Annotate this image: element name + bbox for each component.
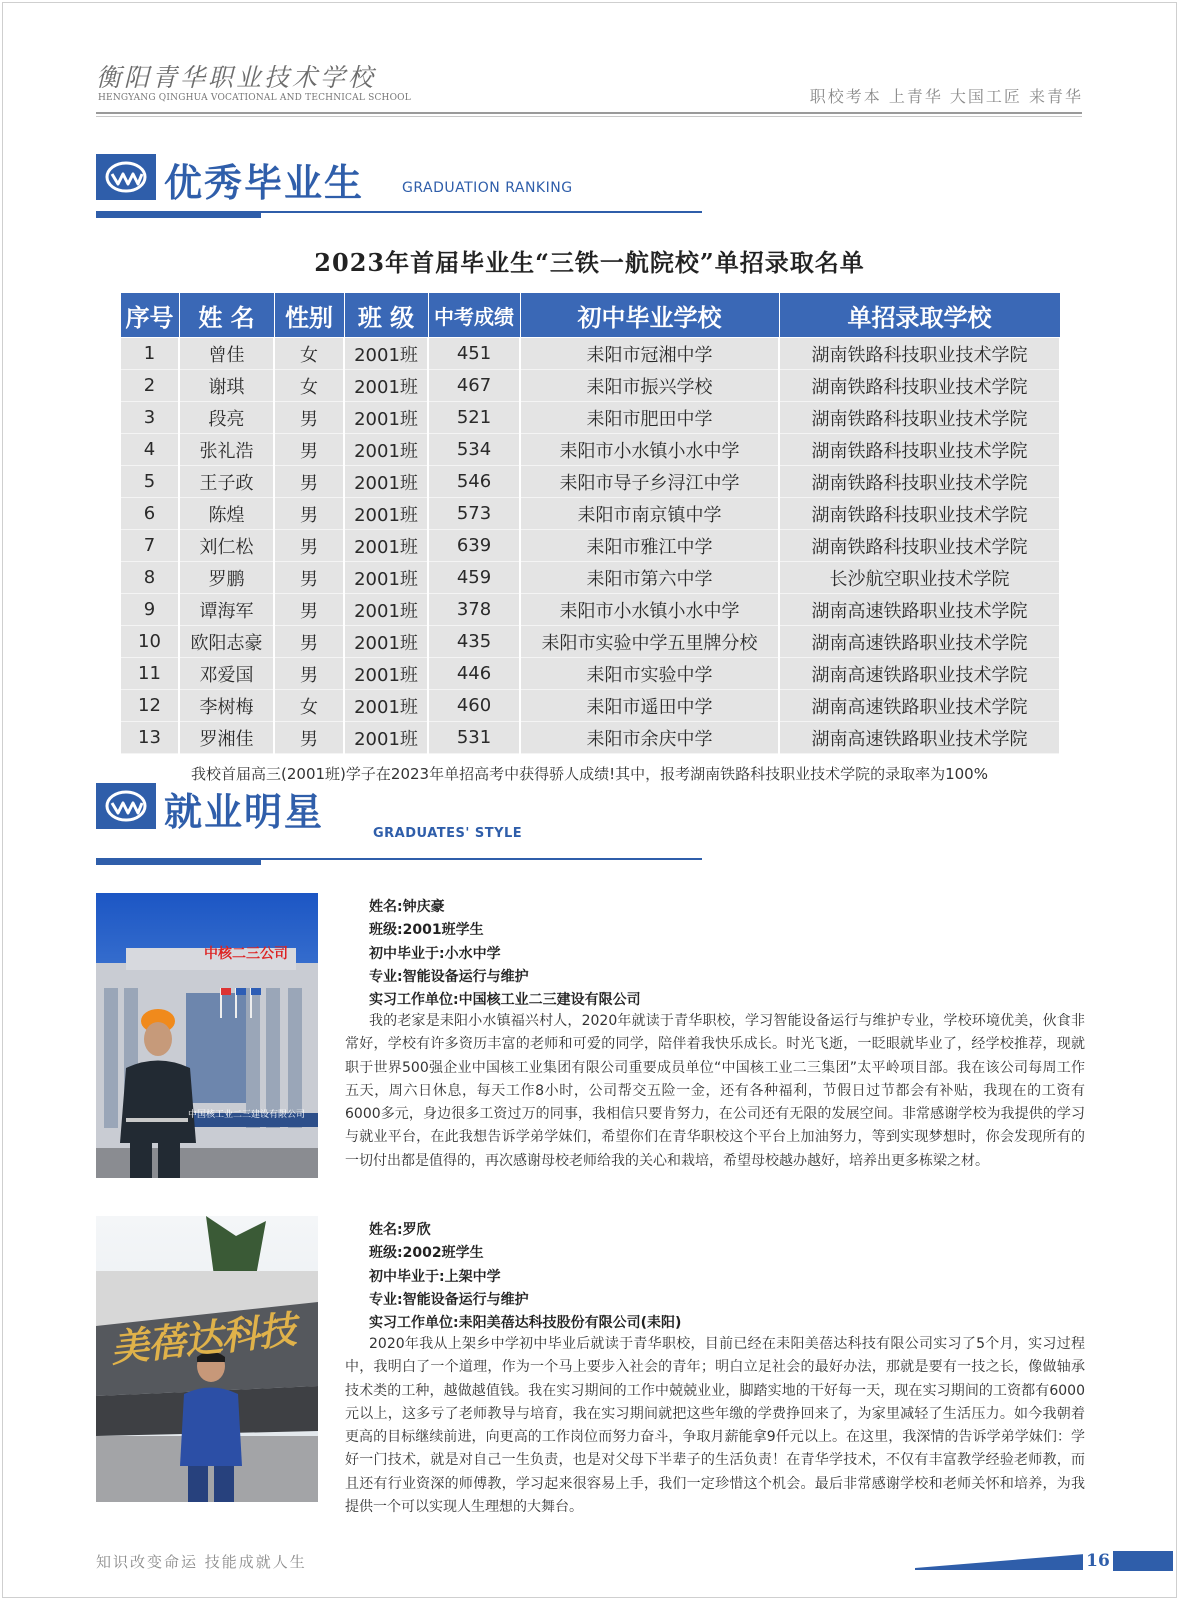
table-cell: 7 bbox=[120, 530, 179, 562]
table-cell: 谢琪 bbox=[179, 370, 274, 402]
table-cell: 长沙航空职业技术学院 bbox=[779, 562, 1060, 594]
table-cell: 男 bbox=[274, 562, 344, 594]
footer-motto: 知识改变命运 技能成就人生 bbox=[96, 1553, 307, 1571]
table-row bbox=[120, 562, 1060, 594]
table-cell: 湖南铁路科技职业技术学院 bbox=[779, 370, 1060, 402]
table-cell: 湖南高速铁路职业技术学院 bbox=[779, 594, 1060, 626]
table-row bbox=[120, 338, 1060, 370]
profile-1-major: 专业:智能设备运行与维护 bbox=[369, 969, 529, 985]
table-cell: 2001班 bbox=[344, 402, 428, 434]
school-logo-icon bbox=[96, 154, 156, 200]
table-cell: 9 bbox=[120, 594, 179, 626]
table-cell: 460 bbox=[428, 690, 520, 722]
table-cell: 521 bbox=[428, 402, 520, 434]
table-cell: 湖南高速铁路职业技术学院 bbox=[779, 626, 1060, 658]
table-cell: 湖南高速铁路职业技术学院 bbox=[779, 690, 1060, 722]
table-cell: 罗湘佳 bbox=[179, 722, 274, 754]
table-cell: 湖南铁路科技职业技术学院 bbox=[779, 498, 1060, 530]
table-cell: 欧阳志豪 bbox=[179, 626, 274, 658]
page-number: 16 bbox=[1083, 1551, 1113, 1571]
table-row bbox=[120, 370, 1060, 402]
table-cell: 耒阳市小水镇小水中学 bbox=[520, 434, 779, 466]
column-header: 单招录取学校 bbox=[779, 293, 1060, 338]
table-cell: 6 bbox=[120, 498, 179, 530]
table-cell: 435 bbox=[428, 626, 520, 658]
table-cell: 男 bbox=[274, 498, 344, 530]
table-cell: 11 bbox=[120, 658, 179, 690]
table-cell: 湖南高速铁路职业技术学院 bbox=[779, 658, 1060, 690]
table-cell: 2001班 bbox=[344, 658, 428, 690]
table-cell: 3 bbox=[120, 402, 179, 434]
table-cell: 男 bbox=[274, 466, 344, 498]
table-cell: 2001班 bbox=[344, 370, 428, 402]
table-cell: 湖南铁路科技职业技术学院 bbox=[779, 530, 1060, 562]
section-underline bbox=[96, 858, 702, 860]
profile-2-middle-school: 初中毕业于:上架中学 bbox=[369, 1269, 501, 1285]
table-cell: 2001班 bbox=[344, 626, 428, 658]
table-cell: 5 bbox=[120, 466, 179, 498]
column-header: 班 级 bbox=[344, 293, 428, 338]
table-title: 2023年首届毕业生“三铁一航院校”单招录取名单 bbox=[314, 248, 865, 277]
table-cell: 王子政 bbox=[179, 466, 274, 498]
table-row bbox=[120, 594, 1060, 626]
admission-table bbox=[119, 292, 1061, 754]
table-cell: 378 bbox=[428, 594, 520, 626]
section-subtitle-graduates: GRADUATION RANKING bbox=[402, 180, 573, 196]
table-cell: 2001班 bbox=[344, 722, 428, 754]
column-header: 中考成绩 bbox=[428, 293, 520, 338]
table-cell: 男 bbox=[274, 402, 344, 434]
table-cell: 2001班 bbox=[344, 690, 428, 722]
table-row bbox=[120, 530, 1060, 562]
section-title-graduates: 优秀毕业生 bbox=[164, 161, 365, 205]
profile-1-middle-school: 初中毕业于:小水中学 bbox=[369, 946, 501, 962]
table-cell: 女 bbox=[274, 338, 344, 370]
table-cell: 湖南高速铁路职业技术学院 bbox=[779, 722, 1060, 754]
table-row bbox=[120, 466, 1060, 498]
table-cell: 2001班 bbox=[344, 530, 428, 562]
table-row bbox=[120, 626, 1060, 658]
table-cell: 曾佳 bbox=[179, 338, 274, 370]
table-cell: 耒阳市小水镇小水中学 bbox=[520, 594, 779, 626]
table-cell: 湖南铁路科技职业技术学院 bbox=[779, 434, 1060, 466]
table-cell: 573 bbox=[428, 498, 520, 530]
photo-sign-text: 中核二三公司 bbox=[204, 946, 288, 962]
profile-2-story: 2020年我从上架乡中学初中毕业后就读于青华职校，目前已经在耒阳美蓓达科技有限公司实习了5个月，实习过程中，我明白了一个道理，作为一个马上要步入社会的青年；明白立足社会的最好办法，那就是要有一技之长，像做轴承技术类的工种，越做越值钱。我在实习期间的工作中兢兢业业，脚踏实地的干好每一天，现在实习期间的工资都有6000元以上，这多亏了老师教导与培育，我在实习期间就把这些年缴的学费挣回来了，为家里减轻了生活压力。如今我朝着更高的目标继续前进，向更高的工作岗位而努力奋斗，争取月薪能拿9仟元以上。在这里，我深情的告诉学弟学妹们：学好一门技术，就是对自己一生负责，也是对父母下半辈子的生活负责！在青华学技术，不仅有丰富教学经验老师教，而且还有行业资深的师傅教，学习起来很容易上手，我们一定珍惜这个机会。最后非常感谢学校和老师关怀和培养，为我提供一个可以实现人生理想的大舞台。 bbox=[345, 1336, 1085, 1516]
table-cell: 男 bbox=[274, 530, 344, 562]
profile-1-employer: 实习工作单位:中国核工业二三建设有限公司 bbox=[369, 992, 641, 1008]
column-header: 初中毕业学校 bbox=[520, 293, 779, 338]
table-cell: 耒阳市遥田中学 bbox=[520, 690, 779, 722]
table-cell: 639 bbox=[428, 530, 520, 562]
section-title-stars: 就业明星 bbox=[164, 790, 325, 834]
table-row bbox=[120, 402, 1060, 434]
table-cell: 男 bbox=[274, 594, 344, 626]
footer-stripe bbox=[915, 1550, 1085, 1570]
table-cell: 段亮 bbox=[179, 402, 274, 434]
table-cell: 耒阳市肥田中学 bbox=[520, 402, 779, 434]
table-cell: 12 bbox=[120, 690, 179, 722]
table-cell: 10 bbox=[120, 626, 179, 658]
table-cell: 罗鹏 bbox=[179, 562, 274, 594]
table-cell: 男 bbox=[274, 626, 344, 658]
table-cell: 男 bbox=[274, 434, 344, 466]
table-cell: 2001班 bbox=[344, 562, 428, 594]
table-cell: 女 bbox=[274, 690, 344, 722]
section-subtitle-stars: GRADUATES' STYLE bbox=[373, 826, 523, 841]
table-cell: 湖南铁路科技职业技术学院 bbox=[779, 402, 1060, 434]
table-cell: 湖南铁路科技职业技术学院 bbox=[779, 338, 1060, 370]
header-divider-thin bbox=[96, 116, 1082, 117]
school-logo-icon bbox=[96, 783, 156, 829]
table-cell: 2001班 bbox=[344, 434, 428, 466]
table-cell: 534 bbox=[428, 434, 520, 466]
table-cell: 2001班 bbox=[344, 338, 428, 370]
table-cell: 耒阳市雅江中学 bbox=[520, 530, 779, 562]
table-cell: 546 bbox=[428, 466, 520, 498]
profile-1-story: 我的老家是耒阳小水镇福兴村人，2020年就读于青华职校，学习智能设备运行与维护专业，学校环境优美，伙食非常好，学校有许多资历丰富的老师和可爱的同学，陪伴着我快乐成长。时光飞逝，一眨眼就毕业了，经学校推荐，现就职于世界500强企业中国核工业集团有限公司重要成员单位“中国核工业二三集团”太平岭项目部。我在该公司每周工作五天，周六日休息，每天工作8小时，公司帮交五险一金，还有各种福利，节假日过节都会有补贴，我现在的工资有6000多元，身边很多工资过万的同事，我相信只要肯努力，在公司还有无限的发展空间。非常感谢学校为我提供的学习与就业平台，在此我想告诉学弟学妹们，希望你们在青华职校这个平台上加油努力，等到实现梦想时，你会发现所有的一切付出都是值得的，再次感谢母校老师给我的关心和栽培，希望母校越办越好，培养出更多栋梁之材。 bbox=[345, 1013, 1085, 1169]
table-row bbox=[120, 722, 1060, 754]
table-cell: 张礼浩 bbox=[179, 434, 274, 466]
photo-sign-text: 美蓓达科技 bbox=[108, 1307, 298, 1371]
column-header: 性别 bbox=[274, 293, 344, 338]
table-cell: 1 bbox=[120, 338, 179, 370]
table-cell: 531 bbox=[428, 722, 520, 754]
table-row bbox=[120, 434, 1060, 466]
table-cell: 2 bbox=[120, 370, 179, 402]
table-row bbox=[120, 690, 1060, 722]
table-cell: 男 bbox=[274, 658, 344, 690]
table-cell: 陈煌 bbox=[179, 498, 274, 530]
table-cell: 耒阳市冠湘中学 bbox=[520, 338, 779, 370]
table-cell: 谭海军 bbox=[179, 594, 274, 626]
table-cell: 2001班 bbox=[344, 466, 428, 498]
column-header: 姓 名 bbox=[179, 293, 274, 338]
school-name-cn: 衡阳青华职业技术学校 bbox=[96, 63, 377, 92]
header-divider bbox=[96, 112, 1082, 114]
profile-2-major: 专业:智能设备运行与维护 bbox=[369, 1292, 529, 1308]
photo-caption-text: 中国核工业二三建设有限公司 bbox=[188, 1110, 306, 1120]
table-cell: 男 bbox=[274, 722, 344, 754]
table-cell: 451 bbox=[428, 338, 520, 370]
table-cell: 2001班 bbox=[344, 498, 428, 530]
table-cell: 耒阳市导子乡浔江中学 bbox=[520, 466, 779, 498]
table-cell: 耒阳市振兴学校 bbox=[520, 370, 779, 402]
table-cell: 13 bbox=[120, 722, 179, 754]
table-cell: 李树梅 bbox=[179, 690, 274, 722]
profile-1-class: 班级:2001班学生 bbox=[369, 922, 484, 938]
school-name-en: HENGYANG QINGHUA VOCATIONAL AND TECHNICAL SCHOOL bbox=[98, 93, 411, 103]
table-cell: 467 bbox=[428, 370, 520, 402]
table-cell: 耒阳市南京镇中学 bbox=[520, 498, 779, 530]
table-cell: 8 bbox=[120, 562, 179, 594]
header-slogan: 职校考本 上青华 大国工匠 来青华 bbox=[809, 87, 1083, 106]
section-underline bbox=[96, 211, 702, 213]
graduate-photo-2 bbox=[96, 1216, 318, 1502]
table-cell: 耒阳市第六中学 bbox=[520, 562, 779, 594]
column-header: 序号 bbox=[120, 293, 179, 338]
profile-2-name: 姓名:罗欣 bbox=[369, 1222, 431, 1238]
table-cell: 4 bbox=[120, 434, 179, 466]
table-cell: 耒阳市余庆中学 bbox=[520, 722, 779, 754]
table-cell: 邓爱国 bbox=[179, 658, 274, 690]
profile-2-class: 班级:2002班学生 bbox=[369, 1245, 484, 1261]
page-number-bar bbox=[1083, 1551, 1173, 1571]
table-row bbox=[120, 658, 1060, 690]
table-cell: 耒阳市实验中学五里牌分校 bbox=[520, 626, 779, 658]
table-cell: 459 bbox=[428, 562, 520, 594]
table-header-row bbox=[120, 293, 1060, 338]
table-cell: 2001班 bbox=[344, 594, 428, 626]
table-row bbox=[120, 498, 1060, 530]
profile-1-name: 姓名:钟庆豪 bbox=[369, 899, 445, 915]
table-cell: 湖南铁路科技职业技术学院 bbox=[779, 466, 1060, 498]
table-cell: 女 bbox=[274, 370, 344, 402]
table-cell: 耒阳市实验中学 bbox=[520, 658, 779, 690]
table-cell: 刘仁松 bbox=[179, 530, 274, 562]
profile-2-employer: 实习工作单位:耒阳美蓓达科技股份有限公司(耒阳) bbox=[369, 1315, 682, 1331]
graduate-photo-1 bbox=[96, 893, 318, 1178]
table-cell: 446 bbox=[428, 658, 520, 690]
table-note: 我校首届高三(2001班)学子在2023年单招高考中获得骄人成绩!其中，报考湖南铁路科技职业技术学院的录取率为100% bbox=[191, 765, 988, 783]
